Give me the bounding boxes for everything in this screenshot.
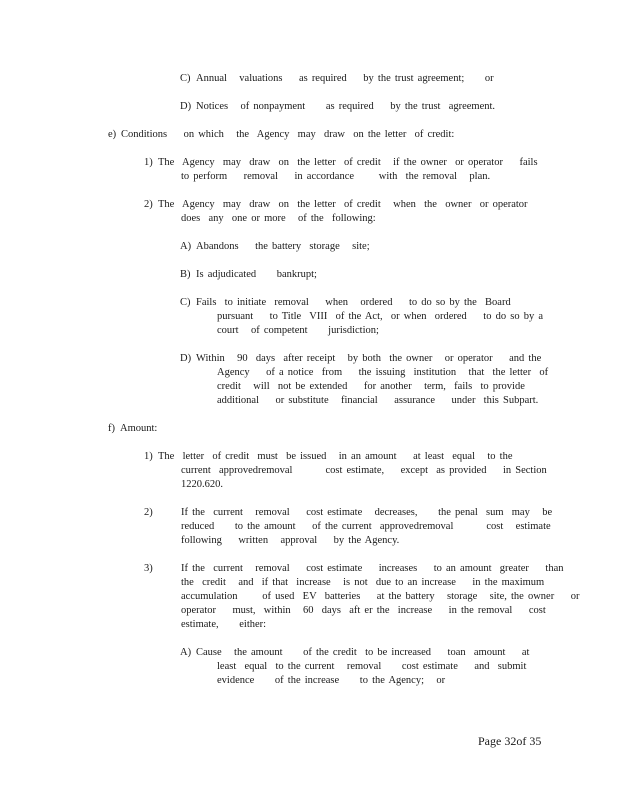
paragraph-line: following written approval by the Agency.	[181, 535, 400, 546]
list-item-text: credit will not be extended for another term, fails to provide	[217, 381, 525, 392]
list-item-text: court of competent jurisdiction;	[217, 325, 379, 336]
list-item-text: Cause the amount of the credit to be increased toan amount at	[196, 647, 530, 658]
list-item-text: Within 90 days after receipt by both the owner or operator and the	[196, 353, 542, 364]
paragraph-line: reduced to the amount of the current approvedremoval cost estimate	[181, 521, 551, 532]
page-number: Page 32of 35	[478, 734, 542, 748]
paragraph-marker: 1)	[144, 451, 153, 462]
list-marker: C)	[180, 73, 191, 84]
list-marker: A)	[180, 647, 192, 658]
list-marker: B)	[180, 269, 191, 280]
list-item-text: Agency of a notice from the issuing institution that the letter of	[217, 367, 549, 378]
paragraph-line: accumulation of used EV batteries at the battery storage site, the owner or	[181, 591, 580, 602]
paragraph-marker: 3)	[144, 563, 153, 574]
list-marker: C)	[180, 297, 191, 308]
section-marker: f)	[108, 423, 115, 434]
list-marker: D)	[180, 353, 192, 364]
paragraph-line: current approvedremoval cost estimate, except as provided in Section	[181, 465, 547, 476]
paragraph-line: If the current removal cost estimate decreases, the penal sum may be	[181, 507, 553, 518]
list-marker: D)	[180, 101, 192, 112]
paragraph-line: operator must, within 60 days aft er the increase in the removal cost	[181, 605, 546, 616]
list-item-text: Fails to initiate removal when ordered to do so by the Board	[196, 297, 511, 308]
list-item-text: Notices of nonpayment as required by the trust agreement.	[196, 101, 496, 112]
list-item-text: evidence of the increase to the Agency; or	[217, 675, 446, 686]
paragraph-line: 1220.620.	[181, 479, 223, 490]
paragraph-line: The Agency may draw on the letter of credit when the owner or operator	[158, 199, 528, 210]
paragraph-marker: 2)	[144, 507, 153, 518]
paragraph-marker: 1)	[144, 157, 153, 168]
section-heading: Amount:	[120, 423, 158, 434]
list-item-text: Annual valuations as required by the trust agreement; or	[196, 73, 494, 84]
list-item-text: least equal to the current removal cost estimate and submit	[217, 661, 527, 672]
section-marker: e)	[108, 129, 117, 140]
paragraph-line: the credit and if that increase is not due to an increase in the maximum	[181, 577, 545, 588]
list-item-text: Is adjudicated bankrupt;	[196, 269, 317, 280]
list-item-text: pursuant to Title VIII of the Act, or when ordered to do so by a	[217, 311, 543, 322]
list-item-text: additional or substitute financial assurance under this Subpart.	[217, 395, 539, 406]
paragraph-line: estimate, either:	[181, 619, 267, 630]
paragraph-line: If the current removal cost estimate increases to an amount greater than	[181, 563, 564, 574]
paragraph-line: does any one or more of the following:	[181, 213, 376, 224]
paragraph-marker: 2)	[144, 199, 153, 210]
list-item-text: Abandons the battery storage site;	[196, 241, 370, 252]
paragraph-line: to perform removal in accordance with the removal plan.	[181, 171, 491, 182]
paragraph-line: The Agency may draw on the letter of credit if the owner or operator fails	[158, 157, 538, 168]
section-heading: Conditions on which the Agency may draw on the letter of credit:	[121, 129, 455, 140]
paragraph-line: The letter of credit must be issued in an amount at least equal to the	[158, 451, 513, 462]
list-marker: A)	[180, 241, 192, 252]
